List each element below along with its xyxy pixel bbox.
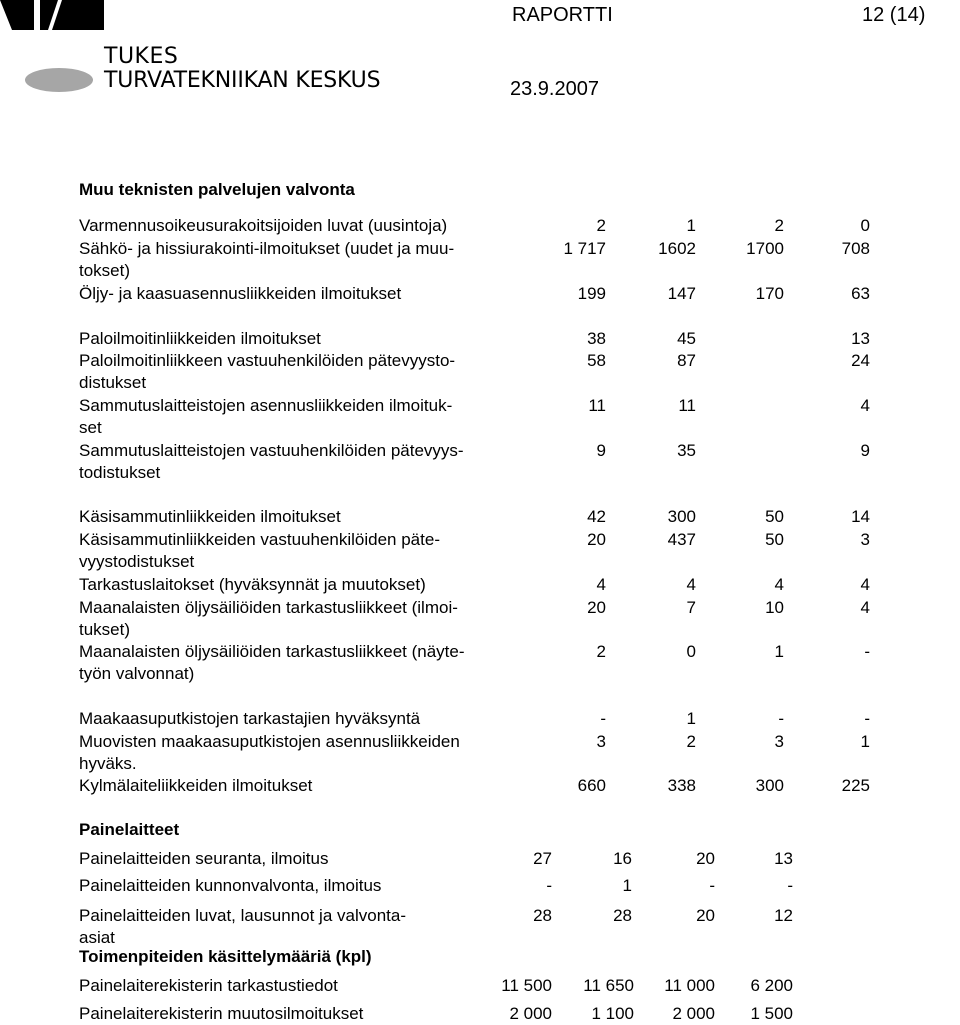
cell-value: 1 500: [750, 1004, 793, 1023]
row-label: Sammutuslaitteistojen vastuuhenkilöiden pätevyys- todistukset: [79, 441, 464, 482]
cell-value: -: [787, 876, 793, 895]
cell-value: 13: [851, 329, 870, 348]
cell-value: 14: [851, 507, 870, 526]
row-label: Käsisammutinliikkeiden vastuuhenkilöiden päte- vyystodistukset: [79, 530, 440, 571]
cell-value: 50: [765, 507, 784, 526]
cell-value: 63: [851, 284, 870, 303]
cell-value: 11 650: [583, 976, 634, 995]
cell-value: 7: [686, 598, 696, 617]
cell-value: 58: [587, 351, 606, 370]
cell-value: 170: [755, 284, 784, 303]
cell-value: 300: [667, 507, 696, 526]
cell-value: -: [778, 709, 784, 728]
cell-value: 9: [596, 441, 606, 460]
org-full-name: TURVATEKNIIKAN KESKUS: [104, 68, 381, 93]
cell-value: 1: [686, 709, 696, 728]
cell-value: 1: [686, 216, 696, 235]
cell-value: 28: [533, 906, 552, 925]
cell-value: -: [546, 876, 552, 895]
section-title-valvonta: Muu teknisten palvelujen valvonta: [79, 180, 355, 199]
cell-value: 35: [677, 441, 696, 460]
cell-value: 0: [860, 216, 870, 235]
row-label: Tarkastuslaitokset (hyväksynnät ja muutokset): [79, 575, 426, 594]
cell-value: 24: [851, 351, 870, 370]
cell-value: 147: [667, 284, 696, 303]
cell-value: 660: [577, 776, 606, 795]
cell-value: 9: [860, 441, 870, 460]
row-label: Sammutuslaitteistojen asennusliikkeiden ilmoituk- set: [79, 396, 453, 437]
cell-value: 4: [686, 575, 696, 594]
section-title-toimenpiteet: Toimenpiteiden käsittelymääriä (kpl): [79, 947, 372, 966]
cell-value: 3: [774, 732, 784, 751]
row-label: Painelaitteiden luvat, lausunnot ja valvonta- asiat: [79, 906, 406, 947]
cell-value: 20: [696, 906, 715, 925]
cell-value: 20: [587, 530, 606, 549]
cell-value: 13: [774, 849, 793, 868]
cell-value: 199: [577, 284, 606, 303]
cell-value: 4: [860, 598, 870, 617]
cell-value: 1 717: [563, 239, 606, 258]
report-title: RAPORTTI: [512, 4, 613, 26]
cell-value: 12: [774, 906, 793, 925]
row-label: Painelaitteiden kunnonvalvonta, ilmoitus: [79, 876, 382, 895]
row-label: Kylmälaiteliikkeiden ilmoitukset: [79, 776, 313, 795]
page-number: 12 (14): [862, 4, 926, 26]
cell-value: 338: [667, 776, 696, 795]
row-label: Muovisten maakaasuputkistojen asennusliikkeiden hyväks.: [79, 732, 460, 773]
cell-value: 1602: [658, 239, 696, 258]
row-label: Painelaiterekisterin tarkastustiedot: [79, 976, 338, 995]
row-label: Varmennusoikeusurakoitsijoiden luvat (uusintoja): [79, 216, 448, 235]
cell-value: 16: [613, 849, 632, 868]
cell-value: 2 000: [672, 1004, 715, 1023]
cell-value: 45: [677, 329, 696, 348]
cell-value: 11: [588, 396, 606, 415]
cell-value: 4: [774, 575, 784, 594]
cell-value: 87: [677, 351, 696, 370]
cell-value: 11: [678, 396, 696, 415]
cell-value: 1: [622, 876, 632, 895]
cell-value: 2: [596, 642, 606, 661]
cell-value: -: [864, 709, 870, 728]
cell-value: 3: [596, 732, 606, 751]
report-date: 23.9.2007: [510, 78, 599, 100]
cell-value: 4: [860, 396, 870, 415]
cell-value: 27: [533, 849, 552, 868]
row-label: Öljy- ja kaasuasennusliikkeiden ilmoitukset: [79, 284, 402, 303]
cell-value: 11 500: [501, 976, 552, 995]
cell-value: 437: [667, 530, 696, 549]
cell-value: 2 000: [509, 1004, 552, 1023]
cell-value: 1700: [746, 239, 784, 258]
row-label: Maanalaisten öljysäiliöiden tarkastusliikkeet (näyte- työn valvonnat): [79, 642, 465, 683]
cell-value: 11 000: [664, 976, 715, 995]
cell-value: 225: [841, 776, 870, 795]
logo-blocks-icon: [0, 0, 104, 30]
cell-value: 50: [765, 530, 784, 549]
row-label: Maakaasuputkistojen tarkastajien hyväksyntä: [79, 709, 421, 728]
row-label: Paloilmoitinliikkeiden ilmoitukset: [79, 329, 321, 348]
row-label: Sähkö- ja hissiurakointi-ilmoitukset (uudet ja muu- tokset): [79, 239, 455, 280]
row-label: Painelaiterekisterin muutosilmoitukset: [79, 1004, 364, 1023]
cell-value: 2: [596, 216, 606, 235]
row-label: Paloilmoitinliikkeen vastuuhenkilöiden pätevyysto- distukset: [79, 351, 456, 392]
cell-value: 0: [686, 642, 696, 661]
cell-value: 6 200: [750, 976, 793, 995]
cell-value: -: [709, 876, 715, 895]
cell-value: -: [864, 642, 870, 661]
cell-value: 2: [774, 216, 784, 235]
cell-value: 20: [696, 849, 715, 868]
cell-value: 20: [587, 598, 606, 617]
cell-value: 300: [755, 776, 784, 795]
cell-value: 28: [613, 906, 632, 925]
cell-value: 3: [860, 530, 870, 549]
cell-value: 1 100: [591, 1004, 634, 1023]
cell-value: 1: [860, 732, 870, 751]
cell-value: 10: [765, 598, 784, 617]
cell-value: 1: [774, 642, 784, 661]
cell-value: 42: [587, 507, 606, 526]
org-short-name: TUKES: [104, 44, 179, 69]
row-label: Maanalaisten öljysäiliöiden tarkastusliikkeet (ilmoi- tukset): [79, 598, 458, 639]
section-title-painelaitteet: Painelaitteet: [79, 820, 180, 839]
row-label: Painelaitteiden seuranta, ilmoitus: [79, 849, 329, 868]
logo-oval-icon: [24, 67, 94, 93]
cell-value: 2: [686, 732, 696, 751]
cell-value: 4: [860, 575, 870, 594]
cell-value: 708: [841, 239, 870, 258]
cell-value: 4: [596, 575, 606, 594]
cell-value: -: [600, 709, 606, 728]
row-label: Käsisammutinliikkeiden ilmoitukset: [79, 507, 341, 526]
cell-value: 38: [587, 329, 606, 348]
